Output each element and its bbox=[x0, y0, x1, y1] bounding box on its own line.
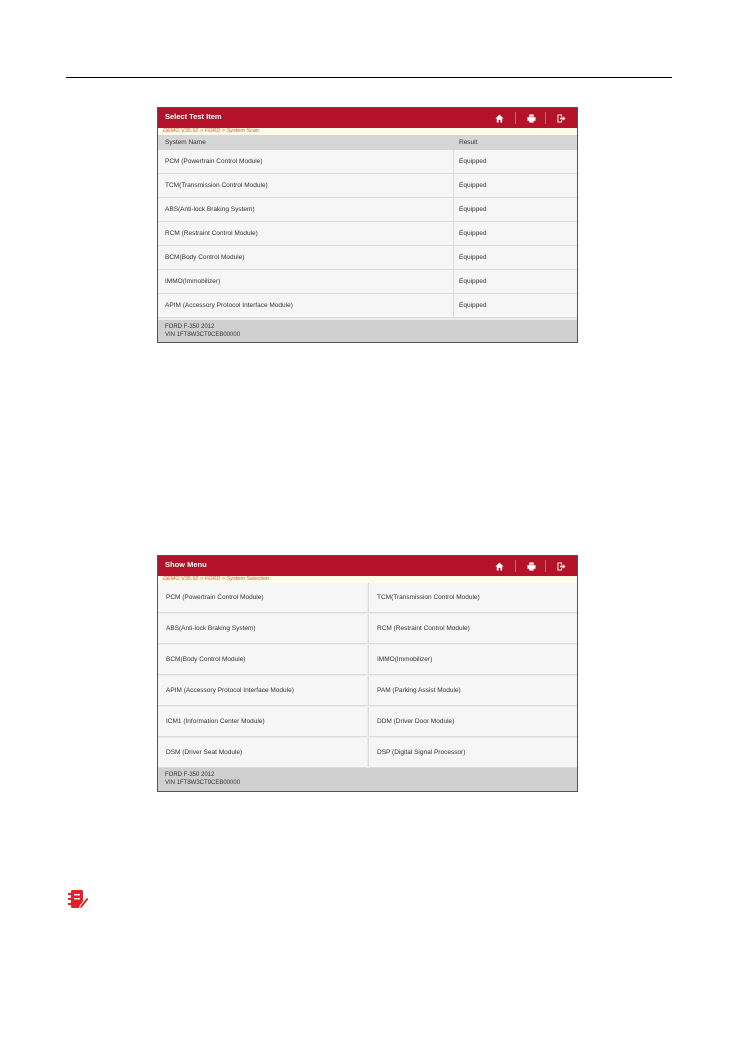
table-row[interactable] bbox=[158, 246, 577, 270]
toolbar-divider bbox=[545, 560, 546, 572]
home-icon bbox=[495, 562, 504, 571]
system-name: BCM(Body Control Module) bbox=[165, 254, 245, 261]
title-bar bbox=[158, 108, 577, 128]
menu-item-label: DDM (Driver Door Module) bbox=[377, 718, 455, 725]
vehicle-name: FORD F-350 2012 bbox=[165, 772, 215, 778]
menu-item-label: TCM(Transmission Control Module) bbox=[377, 594, 480, 601]
home-button[interactable] bbox=[485, 558, 513, 574]
menu-item[interactable] bbox=[368, 738, 577, 768]
note-icon bbox=[68, 889, 90, 911]
menu-item[interactable] bbox=[368, 676, 577, 706]
menu-item[interactable] bbox=[158, 676, 367, 706]
system-result: Equipped bbox=[459, 230, 487, 237]
system-result: Equipped bbox=[459, 254, 487, 261]
system-result: Equipped bbox=[459, 278, 487, 285]
vehicle-name: FORD F-350 2012 bbox=[165, 324, 215, 330]
vehicle-vin: VIN 1FT8W3CT9CEB00000 bbox=[165, 331, 241, 338]
table-row[interactable] bbox=[158, 150, 577, 174]
menu-item-label: IMMO(Immobilizer) bbox=[377, 656, 433, 663]
select-test-item-screen bbox=[157, 107, 578, 343]
system-result: Equipped bbox=[459, 302, 487, 309]
toolbar-divider bbox=[545, 112, 546, 124]
table-row[interactable] bbox=[158, 222, 577, 246]
system-name: RCM (Restraint Control Module) bbox=[165, 230, 258, 237]
menu-item-label: RCM (Restraint Control Module) bbox=[377, 625, 470, 632]
breadcrumb: DEMO V35.92 > FORD > System Scan bbox=[158, 128, 577, 135]
system-name: ABS(Anti-lock Braking System) bbox=[165, 206, 255, 213]
toolbar-divider bbox=[515, 112, 516, 124]
home-button[interactable] bbox=[485, 110, 513, 126]
exit-button[interactable] bbox=[547, 110, 575, 126]
system-name: TCM(Transmission Control Module) bbox=[165, 182, 268, 189]
menu-item[interactable] bbox=[368, 645, 577, 675]
column-system-name: System Name bbox=[165, 139, 206, 146]
menu-item[interactable] bbox=[368, 614, 577, 644]
home-icon bbox=[495, 114, 504, 123]
table-row[interactable] bbox=[158, 270, 577, 294]
menu-item-label: BCM(Body Control Module) bbox=[166, 656, 246, 663]
menu-item[interactable] bbox=[158, 614, 367, 644]
menu-item-label: PAM (Parking Assist Module) bbox=[377, 687, 461, 694]
column-result: Result bbox=[459, 139, 478, 146]
vehicle-info-footer bbox=[158, 320, 577, 342]
menu-item[interactable] bbox=[368, 583, 577, 613]
menu-item-label: DSP (Digital Signal Processor) bbox=[377, 749, 466, 756]
system-result: Equipped bbox=[459, 206, 487, 213]
menu-item-label: ICM1 (Information Center Module) bbox=[166, 718, 265, 725]
table-row[interactable] bbox=[158, 198, 577, 222]
menu-item[interactable] bbox=[158, 583, 367, 613]
show-menu-screen bbox=[157, 555, 578, 792]
vehicle-vin: VIN 1FT8W3CT9CEB00000 bbox=[165, 779, 241, 786]
exit-button[interactable] bbox=[547, 558, 575, 574]
menu-item[interactable] bbox=[158, 707, 367, 737]
screen-title: Select Test Item bbox=[165, 112, 222, 121]
print-button[interactable] bbox=[517, 558, 545, 574]
menu-item-label: APIM (Accessory Protocol Interface Module) bbox=[166, 687, 294, 694]
system-table bbox=[158, 150, 577, 318]
system-name: PCM (Powertrain Control Module) bbox=[165, 158, 263, 165]
breadcrumb: DEMO V35.92 > FORD > System Selection bbox=[158, 576, 577, 583]
page-header-rule bbox=[66, 77, 672, 78]
menu-item[interactable] bbox=[158, 738, 367, 768]
system-name: IMMO(Immobilizer) bbox=[165, 278, 221, 285]
table-header bbox=[158, 135, 577, 150]
system-result: Equipped bbox=[459, 158, 487, 165]
print-icon bbox=[527, 562, 536, 571]
vehicle-info-footer bbox=[158, 768, 577, 791]
exit-icon bbox=[557, 562, 566, 571]
print-icon bbox=[527, 114, 536, 123]
title-bar bbox=[158, 556, 577, 576]
menu-item[interactable] bbox=[368, 707, 577, 737]
table-row[interactable] bbox=[158, 294, 577, 318]
menu-item[interactable] bbox=[158, 645, 367, 675]
screen-title: Show Menu bbox=[165, 560, 207, 569]
table-row[interactable] bbox=[158, 174, 577, 198]
menu-item-label: DSM (Driver Seat Module) bbox=[166, 749, 243, 756]
system-name: APIM (Accessory Protocol Interface Module) bbox=[165, 302, 293, 309]
system-result: Equipped bbox=[459, 182, 487, 189]
menu-item-label: ABS(Anti-lock Braking System) bbox=[166, 625, 256, 632]
toolbar-divider bbox=[515, 560, 516, 572]
print-button[interactable] bbox=[517, 110, 545, 126]
exit-icon bbox=[557, 114, 566, 123]
menu-item-label: PCM (Powertrain Control Module) bbox=[166, 594, 264, 601]
